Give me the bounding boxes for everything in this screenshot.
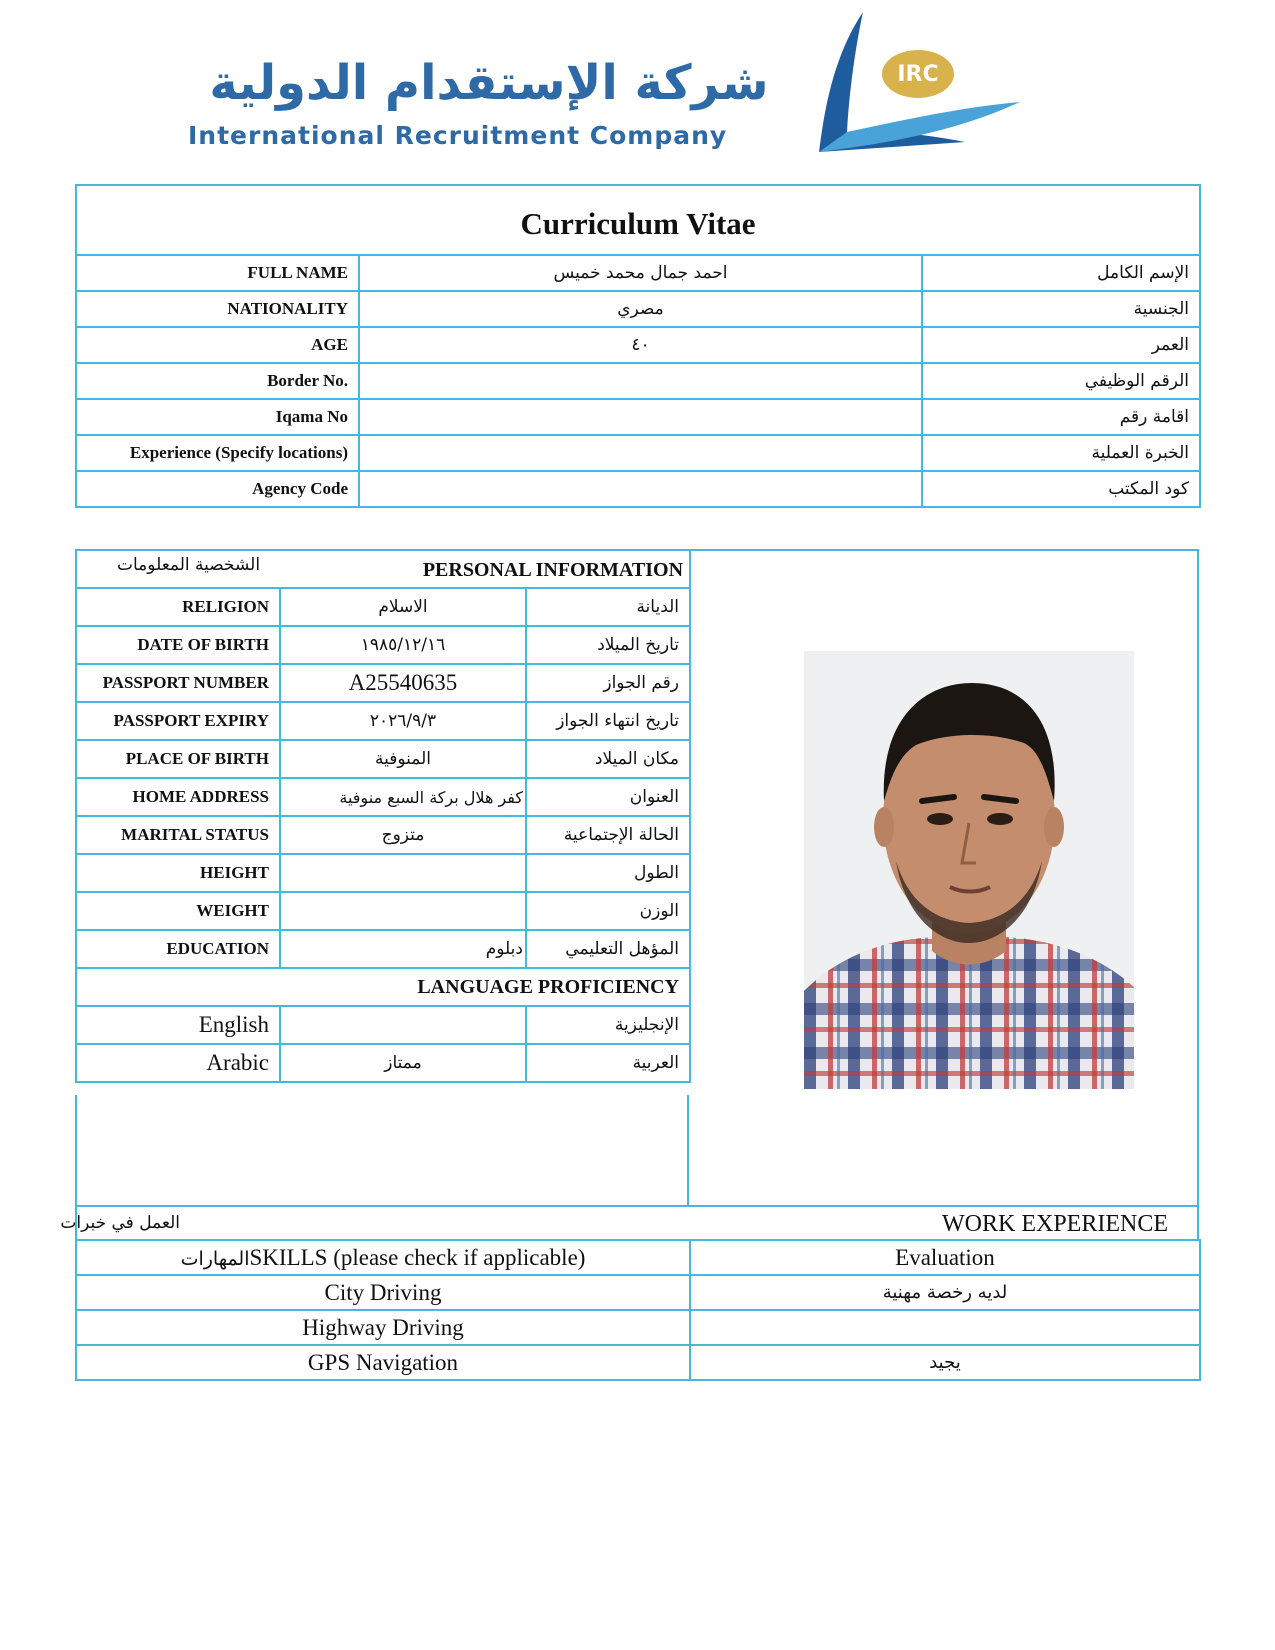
border-no-label-ar: الرقم الوظيفي <box>922 363 1200 399</box>
skill-city-driving-evaluation: لديه رخصة مهنية <box>690 1275 1200 1310</box>
work-experience-heading-ar: العمل في خبرات <box>60 1213 180 1233</box>
skill-row <box>76 1345 1200 1380</box>
personal-row-weight <box>76 892 690 930</box>
arabic-label: Arabic <box>76 1044 280 1082</box>
weight-label: WEIGHT <box>76 892 280 930</box>
work-experience-heading: WORK EXPERIENCE <box>942 1211 1168 1237</box>
english-label-ar: الإنجليزية <box>526 1006 690 1044</box>
height-label: HEIGHT <box>76 854 280 892</box>
blank-section <box>75 1095 689 1207</box>
skills-heading-cell <box>76 1240 690 1275</box>
full-name-label-ar: الإسم الكامل <box>922 255 1200 291</box>
header-row-border-no <box>76 363 1200 399</box>
skills-heading: SKILLS (please check if applicable) <box>249 1244 586 1270</box>
personal-row-religion <box>76 588 690 626</box>
personal-row-place-of-birth <box>76 740 690 778</box>
nationality-label: NATIONALITY <box>76 291 359 327</box>
language-row-arabic <box>76 1044 690 1082</box>
education-label: EDUCATION <box>76 930 280 968</box>
skill-row <box>76 1275 1200 1310</box>
agency-code-label: Agency Code <box>76 471 359 507</box>
language-heading-row <box>76 968 690 1006</box>
skill-gps-navigation-evaluation: يجيد <box>690 1345 1200 1380</box>
skill-gps-navigation: GPS Navigation <box>76 1345 690 1380</box>
english-value <box>280 1006 526 1044</box>
iqama-no-label-ar: اقامة رقم <box>922 399 1200 435</box>
skill-highway-driving: Highway Driving <box>76 1310 690 1345</box>
personal-heading-en: PERSONAL INFORMATION <box>422 559 684 581</box>
header-row-experience <box>76 435 1200 471</box>
experience-label: Experience (Specify locations) <box>76 435 359 471</box>
passport-number-value: A25540635 <box>280 664 526 702</box>
skill-city-driving: City Driving <box>76 1275 690 1310</box>
full-name-value: احمد جمال محمد خميس <box>359 255 922 291</box>
header-row-iqama-no <box>76 399 1200 435</box>
language-proficiency-heading: LANGUAGE PROFICIENCY <box>76 968 690 1006</box>
education-label-ar: المؤهل التعليمي <box>526 930 690 968</box>
iqama-no-value <box>359 399 922 435</box>
personal-information-table <box>75 549 691 1083</box>
cv-title-row <box>76 185 1200 255</box>
experience-value <box>359 435 922 471</box>
skills-heading-row <box>76 1240 1200 1275</box>
marital-status-value: متزوج <box>280 816 526 854</box>
age-label-ar: العمر <box>922 327 1200 363</box>
personal-row-height <box>76 854 690 892</box>
date-of-birth-label: DATE OF BIRTH <box>76 626 280 664</box>
education-value: دبلوم <box>280 930 526 968</box>
passport-number-label: PASSPORT NUMBER <box>76 664 280 702</box>
company-logo-initials: IRC <box>897 62 939 87</box>
passport-expiry-label-ar: تاريخ انتهاء الجواز <box>526 702 690 740</box>
header-row-age <box>76 327 1200 363</box>
border-no-label: Border No. <box>76 363 359 399</box>
personal-heading-ar: الشخصية المعلومات <box>117 555 261 575</box>
personal-row-education <box>76 930 690 968</box>
experience-label-ar: الخبرة العملية <box>922 435 1200 471</box>
religion-label: RELIGION <box>76 588 280 626</box>
cv-header-table <box>75 184 1201 508</box>
arabic-value: ممتاز <box>280 1044 526 1082</box>
personal-row-home-address <box>76 778 690 816</box>
height-label-ar: الطول <box>526 854 690 892</box>
marital-status-label: MARITAL STATUS <box>76 816 280 854</box>
iqama-no-label: Iqama No <box>76 399 359 435</box>
personal-row-passport-number <box>76 664 690 702</box>
skill-highway-driving-evaluation <box>690 1310 1200 1345</box>
marital-status-label-ar: الحالة الإجتماعية <box>526 816 690 854</box>
company-logo-arabic: شركة الإستقدام الدولية <box>209 55 769 111</box>
language-row-english <box>76 1006 690 1044</box>
home-address-label: HOME ADDRESS <box>76 778 280 816</box>
header-row-agency-code <box>76 471 1200 507</box>
nationality-value: مصري <box>359 291 922 327</box>
personal-heading-cell <box>76 550 690 588</box>
header-row-nationality <box>76 291 1200 327</box>
date-of-birth-value: ١٩٨٥/١٢/١٦ <box>280 626 526 664</box>
applicant-photo <box>804 651 1134 1089</box>
passport-number-label-ar: رقم الجواز <box>526 664 690 702</box>
agency-code-value <box>359 471 922 507</box>
age-label: AGE <box>76 327 359 363</box>
skill-row <box>76 1310 1200 1345</box>
arabic-label-ar: العربية <box>526 1044 690 1082</box>
nationality-label-ar: الجنسية <box>922 291 1200 327</box>
agency-code-label-ar: كود المكتب <box>922 471 1200 507</box>
weight-label-ar: الوزن <box>526 892 690 930</box>
passport-expiry-label: PASSPORT EXPIRY <box>76 702 280 740</box>
header-row-full-name <box>76 255 1200 291</box>
place-of-birth-label: PLACE OF BIRTH <box>76 740 280 778</box>
home-address-label-ar: العنوان <box>526 778 690 816</box>
evaluation-heading: Evaluation <box>690 1240 1200 1275</box>
passport-expiry-value: ٢٠٢٦/٩/٣ <box>280 702 526 740</box>
personal-heading-row <box>76 550 690 588</box>
personal-row-passport-expiry <box>76 702 690 740</box>
english-label: English <box>76 1006 280 1044</box>
place-of-birth-label-ar: مكان الميلاد <box>526 740 690 778</box>
age-value: ٤٠ <box>359 327 922 363</box>
border-no-value <box>359 363 922 399</box>
religion-label-ar: الديانة <box>526 588 690 626</box>
place-of-birth-value: المنوفية <box>280 740 526 778</box>
page-title: Curriculum Vitae <box>76 185 1200 255</box>
religion-value: الاسلام <box>280 588 526 626</box>
height-value <box>280 854 526 892</box>
date-of-birth-label-ar: تاريخ الميلاد <box>526 626 690 664</box>
company-logo-english: International Recruitment Company <box>188 121 728 150</box>
skills-heading-ar: المهارات <box>180 1247 250 1270</box>
personal-row-date-of-birth <box>76 626 690 664</box>
weight-value <box>280 892 526 930</box>
personal-row-marital-status <box>76 816 690 854</box>
skills-table <box>75 1239 1201 1381</box>
full-name-label: FULL NAME <box>76 255 359 291</box>
home-address-value: كفر هلال بركة السبع منوفية <box>280 778 526 816</box>
